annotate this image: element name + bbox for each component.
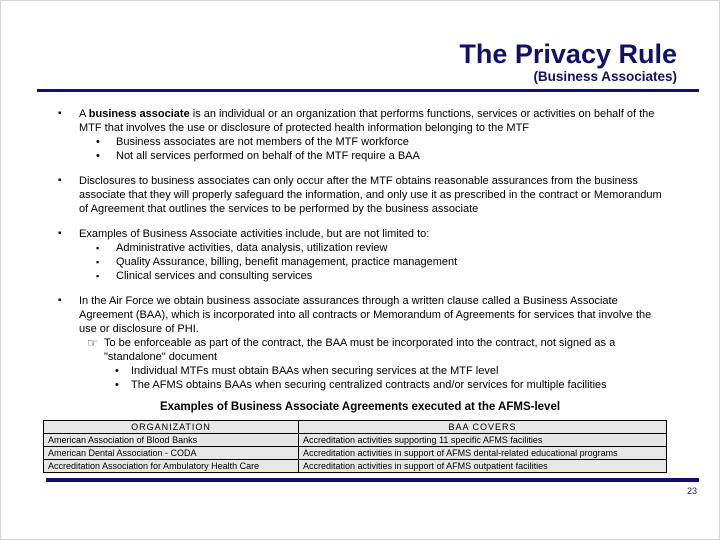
page-number: 23 <box>686 486 697 496</box>
square-bullet-icon: ▪ <box>58 108 62 119</box>
square-bullet-icon: ▪ <box>96 271 100 281</box>
bullet-block-3 <box>49 227 671 283</box>
column-header-organization: ORGANIZATION <box>44 421 299 434</box>
baa-table <box>43 420 667 473</box>
org-cell: American Dental Association - CODA <box>44 447 299 460</box>
table-row <box>44 447 667 460</box>
dot-bullet-icon: • <box>96 136 100 148</box>
bullet-line <box>49 227 671 241</box>
sub-sub-bullet-line <box>115 378 671 392</box>
title-rule <box>37 89 699 92</box>
pointing-hand-icon: ☞ <box>87 336 98 350</box>
dot-bullet-icon: • <box>115 365 119 377</box>
dot-bullet-icon: • <box>96 150 100 162</box>
sub-bullet-line <box>96 149 671 163</box>
baa-cell: Accreditation activities in support of AFMS dental-related educational programs <box>299 447 667 460</box>
bullet-text-rest: is an individual or an organization that performs functions, services or activities on behalf of the MTF that involves the use or disclosure of protected health information belonging to the MTF <box>79 108 655 134</box>
square-bullet-icon: ▪ <box>58 228 62 239</box>
sub-sub-bullet-line <box>115 364 671 378</box>
bullet-text: Examples of Business Associate activities include, but are not limited to: <box>79 228 430 240</box>
sub-bullet-text: Business associates are not members of the MTF workforce <box>116 136 409 148</box>
hand-bullet-line <box>87 336 671 364</box>
bullet-line <box>49 107 671 135</box>
title-area <box>459 39 677 85</box>
table-header-row <box>44 421 667 434</box>
bullet-content <box>49 107 671 403</box>
table-heading: Examples of Business Associate Agreements executed at the AFMS-level <box>159 401 561 413</box>
bullet-block-2 <box>49 174 671 216</box>
table-row <box>44 460 667 473</box>
square-bullet-icon: ▪ <box>58 295 62 306</box>
table-row <box>44 434 667 447</box>
bullet-block-4 <box>49 294 671 392</box>
sub-sub-bullet-text: Individual MTFs must obtain BAAs when securing services at the MTF level <box>131 365 499 377</box>
sub-bullet-text: Quality Assurance, billing, benefit management, practice management <box>116 256 458 268</box>
square-bullet-icon: ▪ <box>96 257 100 267</box>
sub-bullet-text: Not all services performed on behalf of the MTF require a BAA <box>116 150 420 162</box>
bullet-text <box>79 107 671 135</box>
page-title: The Privacy Rule <box>459 39 677 69</box>
bullet-text: In the Air Force we obtain business associate assurances through a written clause called a Business Associate Agreement (BAA), which is incorporated into all contracts or Memorandum of Agreements for services that involve the use or disclosure of PHI. <box>79 295 652 335</box>
bullet-line <box>49 294 671 336</box>
sub-sub-bullet-text: The AFMS obtains BAAs when securing centralized contracts and/or services for multiple facilities <box>131 379 607 391</box>
hand-bullet-text: To be enforceable as part of the contract, the BAA must be incorporated into the contract, not signed as a "standalone" document <box>104 337 616 363</box>
square-bullet-icon: ▪ <box>58 175 62 186</box>
dot-bullet-icon: • <box>115 379 119 391</box>
bullet-text-prefix: A <box>79 108 89 120</box>
square-bullet-icon: ▪ <box>96 243 100 253</box>
sub-bullet-line <box>96 269 671 283</box>
sub-bullet-line <box>96 135 671 149</box>
bullet-line <box>49 174 671 216</box>
org-cell: Accreditation Association for Ambulatory Health Care <box>44 460 299 473</box>
bullet-block-1 <box>49 107 671 163</box>
sub-bullet-line <box>96 255 671 269</box>
bottom-rule <box>46 478 699 482</box>
sub-bullet-text: Administrative activities, data analysis, utilization review <box>116 242 388 254</box>
bullet-text-bold: business associate <box>88 108 190 120</box>
org-cell: American Association of Blood Banks <box>44 434 299 447</box>
sub-bullet-text: Clinical services and consulting services <box>116 270 313 282</box>
baa-cell: Accreditation activities supporting 11 specific AFMS facilities <box>299 434 667 447</box>
baa-cell: Accreditation activities in support of AFMS outpatient facilities <box>299 460 667 473</box>
column-header-baa-covers: BAA COVERS <box>299 421 667 434</box>
sub-bullet-line <box>96 241 671 255</box>
page-subtitle: (Business Associates) <box>533 69 677 84</box>
bullet-text: Disclosures to business associates can only occur after the MTF obtains reasonable assurances from the business associate that they will properly safeguard the information, and only use it as prescribed in the contract or Memorandum of Agreement that outlines the services to be performed by the business associate <box>79 175 662 215</box>
